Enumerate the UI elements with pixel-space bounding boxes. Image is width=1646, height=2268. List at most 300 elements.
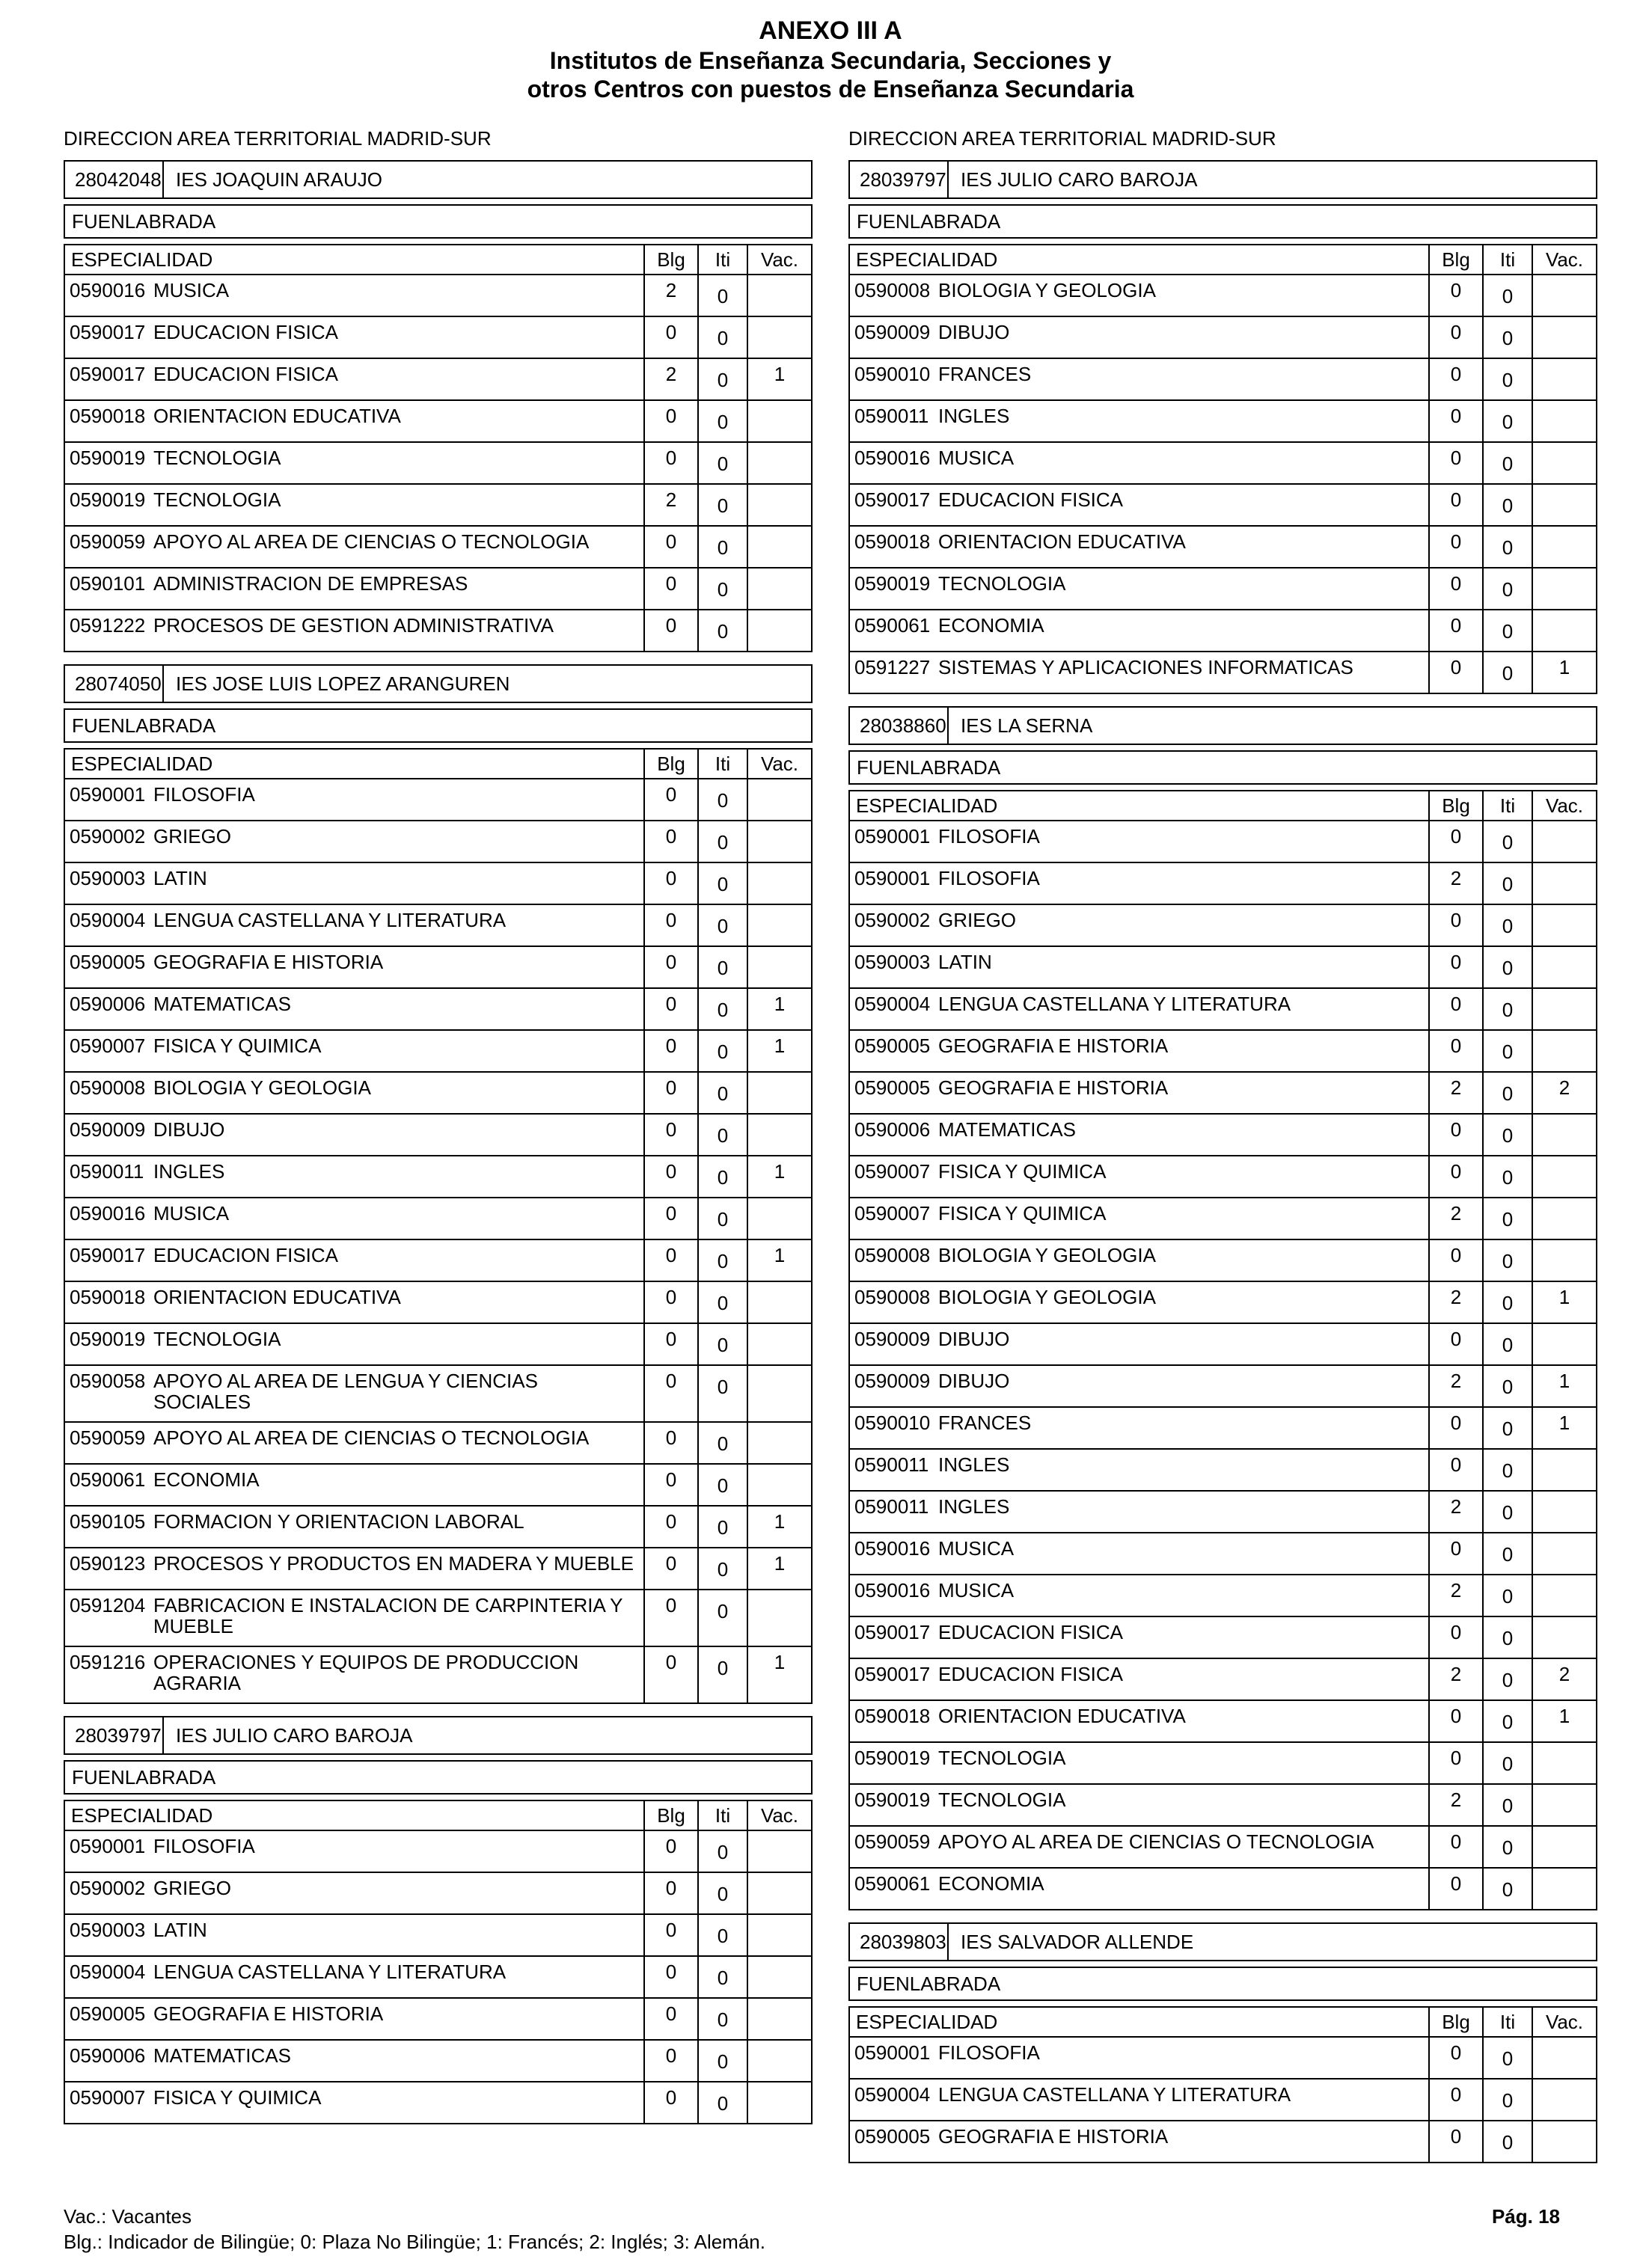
specialty-vac-value [747,1998,812,2040]
specialty-iti-value: 0 [1483,2079,1532,2121]
specialty-row [849,1784,1597,1826]
specialty-iti-value: 0 [698,2040,747,2082]
specialty-blg-value: 0 [644,1646,698,1703]
specialty-name: DIBUJO [938,321,1010,343]
specialty-blg-value: 0 [644,1464,698,1506]
specialty-iti-value: 0 [698,2082,747,2124]
specialty-table [64,244,813,652]
specialty-vac-value: 1 [1532,1407,1597,1449]
specialty-iti-value: 0 [698,1281,747,1323]
specialty-row [849,1072,1597,1114]
specialty-code: 0590002 [70,825,146,848]
specialty-name: ORIENTACION EDUCATIVA [938,530,1186,553]
specialty-vac-value [1532,946,1597,988]
specialty-blg-value: 2 [1429,1281,1483,1323]
specialty-row [64,1998,812,2040]
specialty-row [64,484,812,526]
school-name: IES JULIO CARO BAROJA [961,168,1198,191]
specialty-cell [854,1580,1424,1601]
specialty-iti-value: 0 [698,1198,747,1239]
specialty-iti-value: 0 [1483,358,1532,400]
specialty-iti-value: 0 [1483,1826,1532,1868]
specialty-blg-value: 0 [1429,1616,1483,1658]
specialty-blg-value: 0 [644,1998,698,2040]
specialty-cell [70,489,639,510]
specialty-name: FISICA Y QUIMICA [153,2086,322,2109]
specialty-row [64,946,812,988]
specialty-vac-value [747,1830,812,1872]
specialty-cell [70,1595,639,1637]
specialty-cell [70,993,639,1014]
specialty-cell [854,615,1424,636]
specialty-vac-value [1532,862,1597,904]
specialty-table-body [849,821,1597,1910]
specialty-cell [854,993,1424,1014]
specialty-code: 0590016 [70,279,146,301]
school-municipality: FUENLABRADA [848,204,1597,239]
specialty-row [64,442,812,484]
specialty-iti-value: 0 [698,400,747,442]
specialty-blg-value: 0 [1429,442,1483,484]
specialty-vac-value [1532,568,1597,610]
specialty-iti-value: 0 [1483,526,1532,568]
specialty-blg-value: 0 [644,904,698,946]
specialty-vac-value [1532,1114,1597,1156]
page-title: ANEXO III A [759,16,902,45]
col-header-iti: Iti [1483,2007,1532,2037]
specialty-vac-value [747,1198,812,1239]
col-header-especialidad: ESPECIALIDAD [64,1800,644,1830]
specialty-name: APOYO AL AREA DE CIENCIAS O TECNOLOGIA [153,530,590,553]
specialty-code: 0590016 [854,447,931,469]
specialty-vac-value: 2 [1532,1658,1597,1700]
col-header-especialidad: ESPECIALIDAD [849,2007,1429,2037]
specialty-row [849,2037,1597,2079]
specialty-iti-value: 0 [698,946,747,988]
specialty-name: APOYO AL AREA DE LENGUA Y CIENCIAS SOCIALES [153,1370,538,1413]
specialty-cell [70,405,639,426]
specialty-name: EDUCACION FISICA [153,1244,339,1266]
specialty-iti-value: 0 [1483,1868,1532,1910]
specialty-name: TECNOLOGIA [938,1789,1066,1811]
specialty-code: 0590009 [854,1328,931,1350]
specialty-blg-value: 0 [644,821,698,862]
specialty-name: FISICA Y QUIMICA [938,1160,1107,1183]
specialty-code: 0590009 [854,1370,931,1392]
specialty-blg-value: 0 [644,946,698,988]
specialty-blg-value: 0 [1429,2037,1483,2079]
page-number: Pág. 18 [1491,2205,1560,2228]
col-header-especialidad: ESPECIALIDAD [849,791,1429,821]
specialty-blg-value: 0 [1429,275,1483,316]
specialty-name: EDUCACION FISICA [938,1663,1124,1685]
specialty-row [64,1956,812,1998]
specialty-name: PROCESOS DE GESTION ADMINISTRATIVA [153,614,554,637]
specialty-name: LENGUA CASTELLANA Y LITERATURA [938,993,1291,1015]
specialty-blg-value: 0 [1429,821,1483,862]
specialty-vac-value [747,946,812,988]
specialty-row [64,1506,812,1548]
school-municipality: FUENLABRADA [64,1760,813,1795]
specialty-table-body [64,275,812,652]
specialty-code: 0590017 [70,1244,146,1266]
school-header [64,664,813,703]
specialty-vac-value [1532,442,1597,484]
specialty-vac-value: 1 [747,1239,812,1281]
specialty-iti-value: 0 [698,1646,747,1703]
specialty-iti-value: 0 [698,316,747,358]
specialty-cell [854,1203,1424,1224]
specialty-vac-value [1532,610,1597,652]
specialty-cell [854,1077,1424,1098]
specialty-cell [70,868,639,889]
col-header-blg: Blg [644,245,698,275]
specialty-name: GRIEGO [938,909,1017,931]
specialty-vac-value [747,1464,812,1506]
specialty-iti-value: 0 [1483,1700,1532,1742]
specialty-vac-value [1532,1784,1597,1826]
specialty-vac-value [747,568,812,610]
specialty-iti-value: 0 [698,779,747,821]
specialty-vac-value [747,821,812,862]
specialty-iti-value: 0 [1483,1742,1532,1784]
specialty-cell [70,615,639,636]
specialty-name: MUSICA [153,1202,230,1225]
school-municipality: FUENLABRADA [64,204,813,239]
specialty-cell [70,951,639,972]
specialty-code: 0590059 [854,1830,931,1853]
specialty-blg-value: 0 [1429,1533,1483,1575]
specialty-blg-value: 0 [644,779,698,821]
specialty-name: INGLES [938,405,1010,427]
specialty-table-header-row [849,2007,1597,2037]
col-header-vac: Vac. [1532,245,1597,275]
specialty-code: 0590009 [854,321,931,343]
specialty-code: 0590018 [854,530,931,553]
specialty-name: MATEMATICAS [938,1118,1076,1141]
specialty-name: GRIEGO [153,825,232,848]
specialty-cell [854,447,1424,468]
specialty-row [849,862,1597,904]
specialty-name: FILOSOFIA [938,825,1040,848]
specialty-cell [854,364,1424,384]
specialty-cell [70,1511,639,1532]
specialty-blg-value: 2 [1429,1072,1483,1114]
specialty-code: 0590007 [854,1160,931,1183]
specialty-name: DIBUJO [153,1118,225,1141]
specialty-vac-value [1532,400,1597,442]
specialty-cell [854,1622,1424,1643]
specialty-cell [854,1035,1424,1056]
specialty-cell [70,1328,639,1349]
specialty-name: GEOGRAFIA E HISTORIA [153,951,384,973]
specialty-code: 0590019 [70,1328,146,1350]
specialty-blg-value: 0 [644,1956,698,1998]
school-code: 28038860 [850,708,949,744]
specialty-name: BIOLOGIA Y GEOLOGIA [938,279,1156,301]
col-header-vac: Vac. [1532,2007,1597,2037]
specialty-iti-value: 0 [698,442,747,484]
specialty-table-body [849,2037,1597,2163]
specialty-blg-value: 0 [644,1323,698,1365]
specialty-name: INGLES [938,1495,1010,1518]
specialty-vac-value [747,1590,812,1646]
specialty-cell [70,826,639,847]
specialty-code: 0590018 [70,1286,146,1308]
specialty-code: 0590006 [70,2044,146,2067]
specialty-code: 0590061 [70,1468,146,1491]
specialty-code: 0590019 [70,488,146,511]
specialty-name: OPERACIONES Y EQUIPOS DE PRODUCCION AGRARIA [153,1651,579,1694]
school-code: 28039803 [850,1924,949,1960]
specialty-vac-value [1532,1575,1597,1616]
specialty-name: DIBUJO [938,1370,1010,1392]
specialty-row [849,568,1597,610]
specialty-blg-value: 0 [1429,1114,1483,1156]
specialty-code: 0590008 [854,1244,931,1266]
specialty-vac-value [1532,275,1597,316]
specialty-cell [70,1919,639,1940]
specialty-name: INGLES [153,1160,225,1183]
specialty-iti-value: 0 [698,904,747,946]
specialty-cell [854,2042,1424,2063]
specialty-iti-value: 0 [1483,988,1532,1030]
specialty-table [64,748,813,1704]
specialty-table [64,1800,813,2124]
specialty-cell [70,1961,639,1982]
specialty-row [849,1114,1597,1156]
specialty-vac-value [1532,484,1597,526]
specialty-code: 0590007 [70,1035,146,1057]
specialty-name: EDUCACION FISICA [153,363,339,385]
specialty-vac-value [747,316,812,358]
specialty-name: FILOSOFIA [938,867,1040,889]
specialty-name: GEOGRAFIA E HISTORIA [938,1035,1169,1057]
specialty-iti-value: 0 [1483,1323,1532,1365]
specialty-vac-value [1532,2079,1597,2121]
specialty-name: APOYO AL AREA DE CIENCIAS O TECNOLOGIA [938,1830,1374,1853]
specialty-table-header-row [849,245,1597,275]
school-block [848,160,1597,694]
specialty-vac-value [747,1072,812,1114]
school-block [64,1716,813,2124]
specialty-cell [70,1469,639,1490]
specialty-vac-value: 1 [747,1506,812,1548]
specialty-vac-value [747,2040,812,2082]
specialty-code: 0590003 [70,867,146,889]
specialty-blg-value: 0 [1429,358,1483,400]
specialty-cell [70,364,639,384]
specialty-cell [854,489,1424,510]
specialty-name: MATEMATICAS [153,993,291,1015]
specialty-vac-value: 1 [1532,1700,1597,1742]
specialty-cell [854,1287,1424,1308]
specialty-cell [854,1370,1424,1391]
specialty-code: 0590005 [70,951,146,973]
specialty-row [849,1533,1597,1575]
specialty-code: 0590003 [854,951,931,973]
specialty-cell [70,2087,639,2108]
specialty-iti-value: 0 [698,1030,747,1072]
specialty-row [849,1700,1597,1742]
specialty-iti-value: 0 [1483,1407,1532,1449]
school-name: IES JOAQUIN ARAUJO [176,168,382,191]
specialty-row [849,988,1597,1030]
specialty-vac-value [747,610,812,652]
specialty-row [849,484,1597,526]
school-list [64,160,813,2124]
specialty-vac-value: 1 [747,1156,812,1198]
specialty-table-body [64,779,812,1703]
specialty-cell [854,573,1424,594]
specialty-name: GEOGRAFIA E HISTORIA [938,2125,1169,2148]
specialty-code: 0590101 [70,572,146,595]
specialty-cell [854,1705,1424,1726]
specialty-cell [854,1789,1424,1810]
specialty-blg-value: 0 [644,1914,698,1956]
school-header [848,160,1597,199]
specialty-code: 0590008 [70,1076,146,1099]
specialty-code: 0590016 [70,1202,146,1225]
specialty-cell [854,280,1424,301]
specialty-name: FORMACION Y ORIENTACION LABORAL [153,1510,524,1533]
specialty-row [849,2079,1597,2121]
specialty-iti-value: 0 [1483,1030,1532,1072]
specialty-cell [854,1245,1424,1266]
specialty-vac-value: 1 [1532,1365,1597,1407]
specialty-row [64,610,812,652]
specialty-code: 0590011 [854,1495,929,1518]
specialty-cell [70,573,639,594]
specialty-iti-value: 0 [1483,1449,1532,1491]
specialty-blg-value: 2 [1429,1658,1483,1700]
specialty-row [849,821,1597,862]
specialty-code: 0590061 [854,614,931,637]
specialty-vac-value [747,904,812,946]
school-code: 28039797 [65,1717,164,1753]
specialty-iti-value: 0 [698,1998,747,2040]
specialty-row [64,1281,812,1323]
specialty-row [64,1464,812,1506]
specialty-row [64,275,812,316]
specialty-row [64,568,812,610]
specialty-blg-value: 0 [644,1365,698,1422]
col-header-iti: Iti [698,1800,747,1830]
specialty-row [64,526,812,568]
specialty-code: 0590005 [70,2002,146,2025]
specialty-blg-value: 0 [1429,2079,1483,2121]
school-code: 28039797 [850,162,949,197]
specialty-row [64,1239,812,1281]
specialty-iti-value: 0 [1483,2121,1532,2163]
specialty-iti-value: 0 [1483,946,1532,988]
specialty-name: BIOLOGIA Y GEOLOGIA [938,1244,1156,1266]
specialty-cell [70,280,639,301]
specialty-row [64,2082,812,2124]
specialty-iti-value: 0 [698,610,747,652]
specialty-blg-value: 0 [1429,1239,1483,1281]
specialty-iti-value: 0 [1483,862,1532,904]
specialty-vac-value [1532,904,1597,946]
specialty-blg-value: 0 [1429,946,1483,988]
specialty-vac-value: 1 [1532,1281,1597,1323]
specialty-name: DIBUJO [938,1328,1010,1350]
specialty-blg-value: 0 [644,1872,698,1914]
specialty-name: PROCESOS Y PRODUCTOS EN MADERA Y MUEBLE [153,1552,634,1575]
specialty-code: 0590011 [70,1160,144,1183]
specialty-vac-value [1532,1030,1597,1072]
specialty-iti-value: 0 [698,988,747,1030]
specialty-blg-value: 0 [644,526,698,568]
specialty-row [849,610,1597,652]
specialty-blg-value: 2 [1429,862,1483,904]
specialty-vac-value [1532,2037,1597,2079]
specialty-blg-value: 0 [644,568,698,610]
specialty-iti-value: 0 [1483,821,1532,862]
specialty-cell [70,1427,639,1448]
specialty-iti-value: 0 [1483,1575,1532,1616]
specialty-cell [70,1245,639,1266]
specialty-name: BIOLOGIA Y GEOLOGIA [938,1286,1156,1308]
specialty-blg-value: 0 [1429,1407,1483,1449]
col-header-vac: Vac. [747,245,812,275]
specialty-code: 0590004 [854,993,931,1015]
specialty-blg-value: 0 [1429,1156,1483,1198]
specialty-table-body [64,1830,812,2124]
specialty-code: 0590017 [854,488,931,511]
specialty-row [64,400,812,442]
specialty-iti-value: 0 [698,821,747,862]
specialty-cell [70,1553,639,1574]
specialty-iti-value: 0 [1483,316,1532,358]
specialty-iti-value: 0 [698,1365,747,1422]
specialty-row [849,442,1597,484]
specialty-row [64,2040,812,2082]
specialty-name: MUSICA [938,1537,1015,1560]
specialty-row [64,904,812,946]
specialty-name: SISTEMAS Y APLICACIONES INFORMATICAS [938,656,1353,678]
school-block [848,706,1597,1910]
specialty-vac-value [747,1365,812,1422]
school-block [64,664,813,1704]
specialty-blg-value: 0 [644,1239,698,1281]
specialty-row [64,358,812,400]
specialty-blg-value: 0 [1429,400,1483,442]
school-code: 28074050 [65,666,164,702]
specialty-vac-value: 1 [747,1030,812,1072]
specialty-code: 0590002 [70,1877,146,1899]
specialty-iti-value: 0 [1483,610,1532,652]
specialty-vac-value [1532,1449,1597,1491]
specialty-vac-value [1532,1156,1597,1198]
specialty-cell [854,826,1424,847]
specialty-blg-value: 0 [1429,904,1483,946]
specialty-iti-value: 0 [1483,1616,1532,1658]
specialty-blg-value: 0 [1429,988,1483,1030]
specialty-code: 0590061 [854,1872,931,1895]
specialty-cell [854,2084,1424,2105]
specialty-cell [854,657,1424,678]
specialty-vac-value [1532,1198,1597,1239]
footer-blg-note: Blg.: Indicador de Bilingüe; 0: Plaza No Bilingüe; 1: Francés; 2: Inglés; 3: Alemán. [64,2231,765,2253]
specialty-cell [70,784,639,805]
specialty-iti-value: 0 [1483,1156,1532,1198]
specialty-row [64,988,812,1030]
specialty-blg-value: 0 [644,1072,698,1114]
specialty-blg-value: 0 [1429,610,1483,652]
specialty-blg-value: 0 [644,1506,698,1548]
specialty-iti-value: 0 [698,1830,747,1872]
